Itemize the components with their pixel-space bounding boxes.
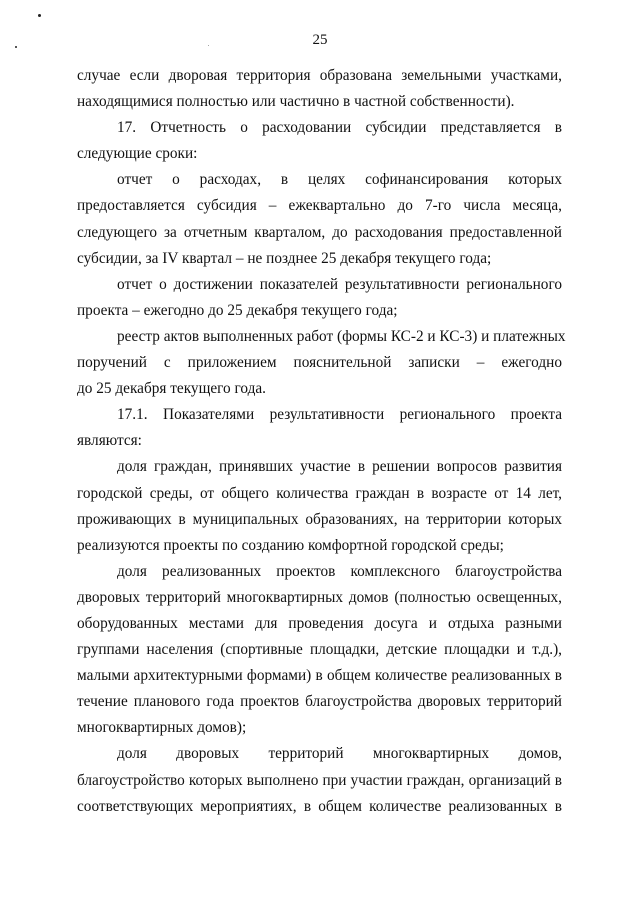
text-line: проживающих в муниципальных образованиях, на территории которых bbox=[77, 510, 562, 528]
text-line: реализуются проекты по созданию комфортной городской среды; bbox=[77, 536, 504, 554]
text-line: случае если дворовая территория образована земельными участками, bbox=[77, 67, 562, 84]
text-line: проекта – ежегодно до 25 декабря текущего года; bbox=[77, 301, 398, 319]
text-line: находящимися полностью или частично в частной собственности). bbox=[77, 93, 515, 111]
text-line: малыми архитектурными формами) в общем количестве реализованных в bbox=[77, 667, 562, 685]
text-line: поручений с приложением пояснительной записки – ежегодно bbox=[77, 354, 562, 372]
document-body bbox=[77, 63, 566, 820]
text-line: соответствующих мероприятиях, в общем количестве реализованных в bbox=[77, 797, 562, 815]
text-line: доля дворовых территорий многоквартирных домов, bbox=[117, 745, 562, 763]
text-line: предоставляется субсидия – ежеквартально до 7-го числа месяца, bbox=[77, 197, 562, 215]
text-line: 17. Отчетность о расходовании субсидии представляется в bbox=[117, 119, 562, 137]
text-line: реестр актов выполненных работ (формы КС-2 и КС-3) и платежных bbox=[117, 327, 566, 345]
text-line: оборудованных местами для проведения досуга и отдыха разными bbox=[77, 614, 562, 632]
text-line: благоустройство которых выполнено при участии граждан, организаций в bbox=[77, 771, 562, 789]
scan-speck bbox=[38, 14, 41, 17]
text-line: следующего за отчетным кварталом, до расходования предоставленной bbox=[77, 223, 562, 241]
text-line: отчет о достижении показателей результативности регионального bbox=[117, 275, 562, 293]
text-line: группами населения (спортивные площадки, детские площадки и т.д.), bbox=[77, 641, 562, 659]
text-line: дворовых территорий многоквартирных домов (полностью освещенных, bbox=[77, 588, 562, 606]
text-line: 17.1. Показателями результативности регионального проекта bbox=[117, 406, 562, 424]
text-line: субсидии, за IV квартал – не позднее 25 декабря текущего года; bbox=[77, 249, 492, 267]
page-number: 25 bbox=[312, 32, 328, 48]
text-line: течение планового года проектов благоустройства дворовых территорий bbox=[77, 693, 562, 711]
text-line: являются: bbox=[77, 432, 142, 450]
text-line: многоквартирных домов); bbox=[77, 719, 247, 737]
text-line: доля граждан, принявших участие в решении вопросов развития bbox=[117, 458, 562, 476]
text-line: отчет о расходах, в целях софинансирования которых bbox=[117, 171, 562, 189]
text-line: следующие сроки: bbox=[77, 145, 198, 163]
text-line: городской среды, от общего количества граждан в возрасте от 14 лет, bbox=[77, 484, 562, 502]
text-line: доля реализованных проектов комплексного благоустройства bbox=[117, 562, 562, 580]
text-line: до 25 декабря текущего года. bbox=[77, 380, 266, 398]
